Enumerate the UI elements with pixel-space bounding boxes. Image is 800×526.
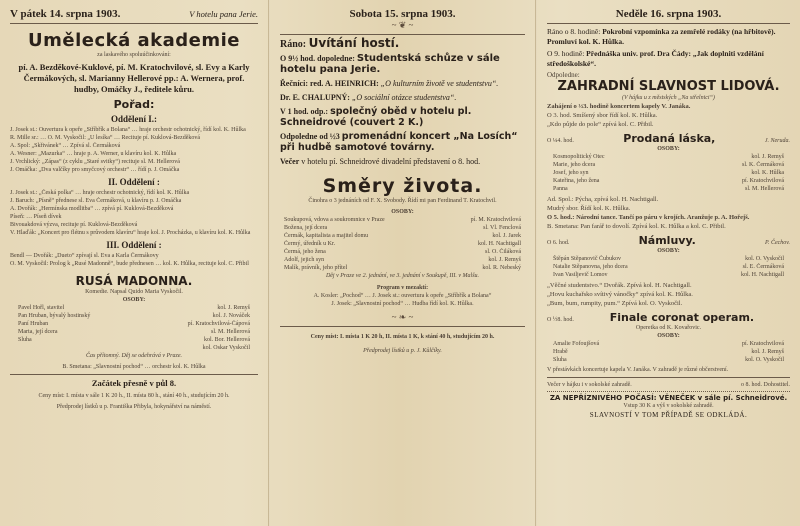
note: V přestávkách koncertuje kapela V. Janáka. V zahradě je různé občerstvení.: [547, 367, 729, 373]
divider: [10, 23, 258, 24]
rain-time: o 8. hod. Dohostitel.: [741, 382, 790, 388]
cast-row: [18, 320, 250, 328]
schedule-item: [280, 106, 525, 128]
cast-role: Malík, právník, jeho přítel: [284, 265, 348, 271]
part1-item: J. Vrchlický: „Zápas“ (z cyklu „Staré svitky“) recituje sl. M. Hellerová: [10, 159, 180, 165]
divider: [280, 326, 525, 327]
finale-subtitle: Operetka od K. Kovařovic.: [635, 325, 702, 331]
schedule-item: [280, 156, 525, 167]
cast-role: Hrabě: [553, 349, 568, 355]
entry-line: Vstup 30 K a výš v sokolské zahradě.: [623, 403, 714, 409]
performers: pí. A. Bezděkové-Kuklové, pí. M. Kratochvilové, sl. Evy a Karly Čermákových, sl. Marianny Hellerové pp.: A. Wernera, prof. hudby, Omáčky J., ředitele kůru.: [18, 62, 250, 94]
schedule-time: Ráno:: [280, 39, 307, 50]
schedule-item: [280, 131, 525, 153]
fest-title: ZAHRADNÍ SLAVNOST LIDOVÁ.: [557, 79, 780, 94]
afternoon-label: Odpoledne:: [547, 71, 580, 79]
cast-note: Děj v Praze ve 2. jednání, ve 3. jednání v Soukupě, III. v Malšu.: [325, 273, 480, 279]
part1-heading: Oddělení I.:: [110, 114, 157, 124]
cast-actor: kol. J. Nováček: [212, 313, 250, 319]
part2-list: [10, 189, 258, 237]
cast-heading: OSOBY:: [391, 209, 414, 215]
cast-actor: kol. K. Hůlka: [751, 170, 784, 176]
part1-item: J. Omáčka: „Dva valčíky pro smyčcový orchestr“ … řídí p. J. Omáčka: [10, 167, 180, 173]
divider: [547, 377, 790, 378]
ornament: ~ ❦ ~: [391, 20, 414, 30]
cast-role: Kosmopolitický Otec: [553, 154, 605, 160]
saturday-header: [280, 8, 525, 20]
cast-actor: kol. J. Jarek: [492, 233, 521, 239]
cast-role: Soukupová, vdova a soukromnice v Praze: [284, 217, 385, 223]
cast-row: [553, 153, 784, 161]
cast-actor: kol. J. Remyš: [751, 154, 784, 160]
cast-role: Amalie Fofoujšová: [553, 341, 600, 347]
part1-list: [10, 126, 258, 174]
cast-actor: kol. R. Nebeský: [482, 265, 521, 271]
start-time: Začátek přesně v půl 8.: [91, 378, 177, 388]
opera2-row: [547, 234, 790, 247]
cast-role: Pan Hruban, bývalý hostinský: [18, 313, 91, 319]
friday-date: V pátek 14. srpna 1903.: [10, 8, 121, 20]
cast-row: [553, 255, 784, 263]
part2-item: A. Dvořák: „Hermínska modlitba“ … zpívá pí. Kuklová-Bezděková: [10, 206, 174, 212]
cast-role: Štěpán Stěpanovič Čubukov: [553, 256, 621, 262]
cast-row: [284, 256, 521, 264]
divider: [10, 374, 258, 375]
cast-role: Čermá, jeho žena: [284, 249, 326, 255]
divider: [547, 23, 790, 24]
cast-actor: kol. Oskar Vyskočil: [202, 345, 250, 351]
morning-time: Ráno o 8. hodině:: [547, 27, 601, 36]
cast-list: [547, 153, 790, 193]
opera2-time: O 6. hod.: [547, 240, 570, 246]
cast-role: Sluha: [553, 357, 567, 363]
presale: Předprodej lístků u p. J. Kůlčíky.: [363, 348, 442, 354]
part1-item: R. Mille sr.: … O. M. Vyskočil: „U lesíka“ … Recituje pí. Kuklová-Bezděková: [10, 135, 201, 141]
cast-actor: sl. O. Čiláková: [485, 249, 521, 255]
cast-role: Josef, jeho syn: [553, 170, 589, 176]
cast-note: Čas přítomný. Děj se odehrává v Praze.: [86, 353, 182, 359]
schedule-item: [280, 78, 525, 89]
opera1-author: J. Neruda.: [764, 138, 790, 144]
cast-row: [553, 263, 784, 271]
schedule-text: promenádní koncert „Na Losích“ při hudbě samotové továrny.: [280, 131, 518, 153]
cast-actor: pí. Kratochvilová: [742, 178, 784, 184]
cast-list: [280, 216, 525, 272]
cast-actor: sl. M. Hellerová: [211, 329, 250, 335]
schedule-text: společný oběd v hotelu pl. Schneidrové (couvert 2 K.): [280, 106, 472, 128]
schedule-item: [280, 92, 525, 103]
finale-item: B. Smetana: „Slavnostní pochod“ … orchestr kol. K. Hůlka: [62, 364, 206, 370]
intermission-item: J. Josek: „Slavnostní pochod“ … Hudba řídí kol. K. Hůlka.: [331, 301, 474, 307]
schedule-text: Uvítání hostí.: [308, 36, 400, 50]
divider: [280, 34, 525, 35]
rain-text: Večer v hájku i v sokolské zahradě.: [547, 382, 632, 388]
cast-actor: sl. M. Hellerová: [745, 186, 784, 192]
schedule-item: [280, 53, 525, 75]
fund-line: ZA NEPŘÍZNIVÉHO POČASÍ: VĚNEČEK v sále pí. Schneidrové.: [549, 394, 788, 402]
saturday-date: Sobota 15. srpna 1903.: [349, 8, 456, 20]
cast-role: Božena, její dcera: [284, 225, 328, 231]
schedule-text: „O sociální otázce studentstva“.: [351, 93, 457, 102]
cast-role: Kateřina, jeho žena: [553, 178, 600, 184]
cast-heading: OSOBY:: [657, 146, 680, 152]
part1-item: J. Josek st.: Ouvertura k opeře „Stříbřík a Bolana“ … hraje orchestr ochotnický, řídí kol. K. Hůlka: [10, 127, 246, 133]
cast-role: Adolf, jejich syn: [284, 257, 325, 263]
presale: Předprodej lístků u p. Františka Přibyla, hokynářství na náměstí.: [56, 404, 212, 410]
cast-role: Marta, její dcera: [18, 329, 58, 335]
cast-role: Panna: [553, 186, 568, 192]
cast-row: [18, 336, 250, 344]
part3-heading: III. Oddělení :: [106, 240, 162, 250]
cast-row: [284, 224, 521, 232]
cast-actor: pí. M. Kratochvilová: [470, 217, 521, 223]
cast-row: [284, 232, 521, 240]
morning-text: Přednáška univ. prof. Dra Čády: „Jak doplniti vzdělání středoškolské“.: [547, 49, 764, 68]
cast-heading: OSOBY:: [657, 333, 680, 339]
play-title: RUSÁ MADONNA.: [75, 274, 193, 288]
cast-actor: kol. H. Nachtigall: [741, 272, 784, 278]
cast-actor: kol. Bor. Hellerová: [204, 337, 250, 343]
play-title: Směry života.: [322, 175, 483, 197]
schedule-time: Dr. E. CHALUPNÝ:: [280, 93, 350, 102]
finale-row: [547, 311, 790, 324]
cast-row: [553, 348, 784, 356]
part2-item: Bivouakdová výzva, recituje pí. Kuklová-Bezděková: [10, 222, 138, 228]
cast-role: Natalie Stěpanovna, jeho dcera: [553, 264, 628, 270]
intermission-item: A. Kosler: „Pochod“ … J. Josek st.: ouvertura k opeře „Stříbřík a Bolana“: [313, 293, 492, 299]
fest-item: Zahájení o ½3. hodině koncertem kapely V. Janáka.: [547, 103, 691, 110]
late-item: „Věčné studentstvo.“ Dvořák. Zpívá kol. H. Nachtigall.: [547, 282, 692, 289]
opera2-author: P. Čechov.: [765, 240, 790, 246]
cast-row: [553, 177, 784, 185]
admission: Ceny míst: I. místa v sále 1 K 20 h., II. místa 80 h., stání 40 h., studujícím 20 h.: [38, 393, 230, 399]
schedule-text: v hotelu pí. Schneidrové divadelní představení o 8. hod.: [301, 157, 481, 166]
column-saturday: [270, 0, 535, 526]
cast-list: [10, 304, 258, 352]
academy-subtitle: za laskavého spoluúčinkování:: [97, 52, 171, 58]
part2-item: J. Josek st.: „Česká polka“ … hraje orchestr ochotnický, řídí kol. K. Hůlka: [10, 190, 190, 196]
schedule-item: [280, 38, 525, 50]
schedule-time: Řečníci: red. A. HEINRICH:: [280, 79, 379, 88]
cast-row: [284, 216, 521, 224]
part3-list: [10, 252, 258, 268]
opera1-row: [547, 132, 790, 145]
cast-list: [547, 255, 790, 279]
part2-heading: II. Oddělení :: [108, 177, 160, 187]
divider: [547, 391, 790, 392]
schedule-time: V 1 hod. odp.:: [280, 107, 329, 116]
morning-item: [547, 49, 790, 68]
cast-actor: kol. O. Vyskočil: [745, 357, 784, 363]
cast-row: [553, 356, 784, 364]
cast-actor: kol. J. Remyš: [751, 349, 784, 355]
morning-text: Pokrobní vzpomínka za zemřelé rodáky (na hřbitově). Promluví kol. K. Hůlka.: [547, 27, 776, 46]
schedule-text: Studentská schůze v sále hotelu pana Jerie.: [280, 53, 500, 75]
part1-item: A. Spol: „Skřivánek“ … Zpívá sl. Čermáková: [10, 143, 121, 149]
cast-role: Paní Hruban: [18, 321, 49, 327]
cast-actor: pí. Kratochvilová: [742, 341, 784, 347]
fest-item: „Kdo půjde do pole“ zpívá kol. C. Přibil.: [547, 121, 654, 128]
cast-row: [553, 161, 784, 169]
part3-item: Bendl — Dvořák: „Dueto“ zpívají sl. Eva a Karla Čermákovy: [10, 253, 159, 259]
cast-role: Ivan Vasiljevič Lomov: [553, 272, 608, 278]
cast-actor: kol. H. Nachtigall: [478, 241, 521, 247]
cast-actor: sl. K. Čermáková: [742, 162, 784, 168]
cast-row: [553, 340, 784, 348]
ornament: ~ ❧ ~: [391, 312, 414, 322]
part1-item: A. Wesner: „Mazurka“ … hraje p. A. Werner, u klavíru kol. K. Hůlka: [10, 151, 177, 157]
fest-item: O 3. hod. Smíšený sbor řídí kol. K. Hůlka.: [547, 112, 658, 119]
mid-item: Mudrý sbor. Řídí kol. K. Hůlka.: [547, 205, 631, 212]
cast-actor: sl. E. Čermáková: [742, 264, 784, 270]
cast-role: Pavel Hořl, stavitel: [18, 305, 65, 311]
cast-row: [553, 185, 784, 193]
column-friday: [0, 0, 268, 526]
cast-actor: sl. Vl. Fenclová: [483, 225, 521, 231]
cast-actor: kol. O. Vyskočil: [745, 256, 784, 262]
opera1-time: O ¼4. hod.: [547, 138, 574, 144]
friday-venue: V hotelu pana Jerie.: [189, 9, 258, 19]
morning-time: O 9. hodině:: [547, 49, 585, 58]
column-sunday: [537, 0, 800, 526]
cast-list: [547, 340, 790, 364]
cast-role: Čermák, kapitalista a majitel domu: [284, 233, 369, 239]
cast-role: Marie, jeho dcera: [553, 162, 596, 168]
academy-title: Umělecká akademie: [27, 30, 240, 51]
cast-actor: kol. J. Remyš: [217, 305, 250, 311]
play-subtitle: Komedie. Napsal Quido Maria Vyskočil.: [85, 289, 183, 295]
cast-row: [284, 248, 521, 256]
part2-item: J. Baruch: „Písně“ přednese sl. Eva Čermáková, u klavíru p. J. Omáčka: [10, 198, 182, 204]
sunday-date: Neděle 16. srpna 1903.: [615, 8, 722, 20]
cast-heading: OSOBY:: [122, 297, 146, 303]
schedule-time: Večer: [280, 157, 300, 166]
schedule-time: O 9½ hod. dopoledne:: [280, 54, 355, 63]
part2-item: V. Hlaďák: „Koncert pro flétnu s průvodem klavíru“ hraje kol. J. Procházka, u klavíru kol. K. Hůlka: [10, 230, 251, 236]
admission: Ceny míst: I. místa 1 K 20 h, II. místa 1 K, k stání 40 h, studujícím 20 h.: [310, 334, 495, 340]
cast-role: Sluha: [18, 337, 32, 343]
late-item: „Hovu kuchařsko svítivý vánočky“ zpívá kol. K. Hůlka.: [547, 291, 693, 298]
fest-subtitle: (V hájku u z městských „Na střelnici“): [622, 95, 715, 101]
late-item: „Bum, bum, rumpity, pum.“ Zpívá kol. O. Vyskočil.: [547, 300, 683, 307]
part2-item: Píseň: … Píseň dívek: [10, 214, 62, 220]
part3-item: O. M. Vyskočil: Prolog k „Rusé Madonně“, bude přednesen … kol. K. Hůlka, recituje kol. C. Přibil: [10, 261, 249, 267]
cast-row: [553, 169, 784, 177]
program-heading: Pořad:: [113, 98, 155, 111]
cast-row: [18, 344, 250, 352]
cast-row: [553, 271, 784, 279]
schedule-text: „O kulturním životě ve studentstvu“.: [380, 79, 499, 88]
finale-title: Finale coronat operam.: [609, 311, 755, 324]
rain-row: [547, 381, 790, 389]
sunday-header: [547, 8, 790, 20]
cast-row: [284, 264, 521, 272]
mid-item: B. Smetana: Pan farář to dovolí. Zpívá kol. K. Hůlka a kol. C. Přibil.: [547, 223, 726, 230]
cast-row: [18, 304, 250, 312]
opera2-title: Námluvy.: [638, 234, 696, 247]
cast-actor: pí. Kratochvilová-Čápová: [187, 321, 250, 327]
mid-item: O 5. hod.: Národní tance. Tančí po páru v krojích. Aranžuje p. A. Hořejš.: [547, 214, 750, 221]
cast-row: [18, 328, 250, 336]
morning-item: [547, 27, 790, 46]
schedule-time: Odpoledne od ½3: [280, 132, 340, 141]
friday-header: [10, 8, 258, 20]
cast-row: [284, 240, 521, 248]
cast-row: [18, 312, 250, 320]
cast-role: Čermý, úředník u Kr.: [284, 241, 336, 247]
cast-heading: OSOBY:: [657, 248, 680, 254]
cast-actor: kol. J. Remyš: [488, 257, 521, 263]
mid-item: Ad. Spol.: Pýcha, zpívá kol. H. Nachtigall.: [547, 196, 659, 203]
finale-time: O ½8. hod.: [547, 317, 574, 323]
opera1-title: Prodaná láska,: [623, 132, 716, 145]
intermission-heading: Program v mezaktí:: [376, 285, 429, 291]
motto: SLAVNOSTÍ V TOM PŘÍPADĚ SE ODKLÁDÁ.: [589, 411, 748, 419]
play-subtitle: Činohra o 3 jednáních od F. X. Svobody. Řídí mi pan Ferdinand T. Kratochvil.: [308, 198, 497, 204]
